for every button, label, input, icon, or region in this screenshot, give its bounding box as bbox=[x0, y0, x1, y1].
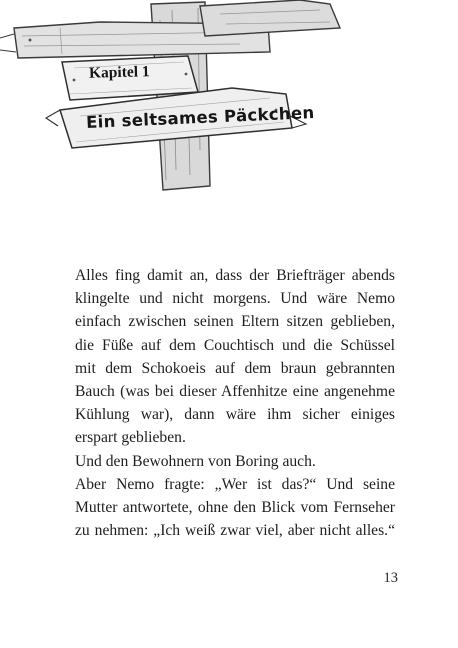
text-line: Und den Bewohnern von Boring auch. bbox=[75, 452, 316, 470]
wooden-signpost-illustration bbox=[0, 0, 458, 200]
chapter-title: Ein seltsames Päckchen bbox=[85, 103, 315, 132]
text-line: Mutter antwortete, ohne den Blick vom Fernseher bbox=[75, 498, 395, 516]
chapter-label: Kapitel 1 bbox=[88, 63, 150, 82]
text-line: Aber Nemo fragte: „Wer ist das?“ Und seine bbox=[75, 475, 395, 493]
text-line: Bauch (was bei dieser Affenhitze eine angenehme bbox=[75, 382, 395, 400]
text-line: zu nehmen: „Ich weiß zwar viel, aber nicht alles.“ bbox=[75, 522, 395, 540]
body-text bbox=[75, 264, 395, 542]
text-line: Kühlung war), dann wäre ihm sicher einiges bbox=[75, 406, 395, 424]
text-line: die Füße auf dem Couchtisch und die Schüssel bbox=[75, 336, 395, 354]
text-line: Alles fing damit an, dass der Briefträger abends bbox=[75, 267, 395, 284]
text-line: klingelte und nicht morgens. Und wäre Nemo bbox=[75, 290, 395, 308]
signpost-right-board bbox=[200, 0, 340, 36]
text-line: einfach zwischen seinen Eltern sitzen geblieben, bbox=[75, 313, 395, 331]
text-line: mit dem Schokoeis auf dem braun gebrannten bbox=[75, 359, 395, 377]
text-line: erspart geblieben. bbox=[75, 429, 186, 447]
page-number: 13 bbox=[383, 570, 398, 586]
